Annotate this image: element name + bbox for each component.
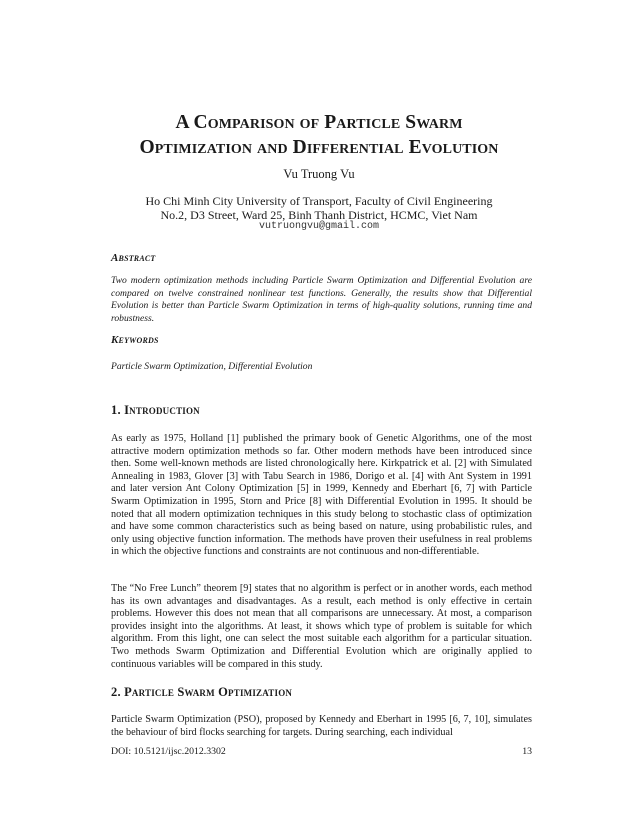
pso-heading: 2. Particle Swarm Optimization	[111, 685, 293, 699]
title-line-2: Optimization and Differential Evolution	[139, 137, 499, 158]
paper-title	[60, 110, 578, 160]
author-affiliation	[0, 194, 638, 222]
title-line-1: A Comparison of Particle Swarm	[175, 112, 463, 133]
pso-paragraph-1: Particle Swarm Optimization (PSO), proposed by Kennedy and Eberhart in 1995 [6, 7, 10], simulates the behaviour of bird flocks searching for targets. During searching, each individual	[111, 714, 532, 738]
footer-page-number: 13	[522, 746, 532, 757]
author-email[interactable]: vutruongvu@gmail.com	[258, 221, 380, 232]
footer-doi: DOI: 10.5121/ijsc.2012.3302	[111, 746, 226, 757]
affiliation-line-2: No.2, D3 Street, Ward 25, Binh Thanh District, HCMC, Viet Nam	[160, 208, 478, 222]
abstract-heading: Abstract	[111, 252, 156, 264]
author-name: Vu Truong Vu	[283, 167, 355, 181]
introduction-heading: 1. Introduction	[111, 403, 200, 417]
keywords-heading: Keywords	[111, 334, 159, 346]
affiliation-line-1: Ho Chi Minh City University of Transport, Faculty of Civil Engineering	[145, 194, 493, 208]
introduction-paragraph-2: The “No Free Lunch” theorem [9] states that no algorithm is perfect or in another words, each method has its own advantages and disadvantages. As a result, each method is only effective in certain problems. However this does not mean that all comparisons are unnecessary. At most, a comparison provides insight into the algorithms. At least, it shows which type of problem is suitable for which algorithm. From this light, one can select the most suitable each algorithm for a particular situation. Two methods Swarm Optimization and Differential Evolution which are originally applied to continuous variables will be compared in this study.	[111, 583, 532, 670]
keywords-text: Particle Swarm Optimization, Differential Evolution	[111, 361, 313, 372]
introduction-paragraph-1: As early as 1975, Holland [1] published the primary book of Genetic Algorithms, one of the most attractive modern optimization methods so far. Other modern methods have been introduced since then. Some well-known methods are listed chronologically here. Kirkpatrick et al. [2] with Simulated Annealing in 1983, Glover [3] with Tabu Search in 1986, Dorigo et al. [4] with Ant System in 1991 and later version Ant Colony Optimization [5] in 1999, Kennedy and Eberhart [6, 7] with Particle Swarm Optimization in 1995, Storn and Price [8] with Differential Evolution in 1995. It should be noted that all modern optimization techniques in this study belong to stochastic class of optimization and have some common characteristics such as being based on nature, using probabilistic rules, and only using objective function information. The methods have proven their usefulness in real problems in which the objective functions and constraints are not continuous and non-differentiable.	[111, 433, 532, 558]
abstract-text: Two modern optimization methods including Particle Swarm Optimization and Differential Evolution are compared on twelve constrained nonlinear test functions. Generally, the results show that Differential Evolution is better than Particle Swarm Optimization in terms of high-quality solutions, running time and robustness.	[111, 275, 532, 324]
